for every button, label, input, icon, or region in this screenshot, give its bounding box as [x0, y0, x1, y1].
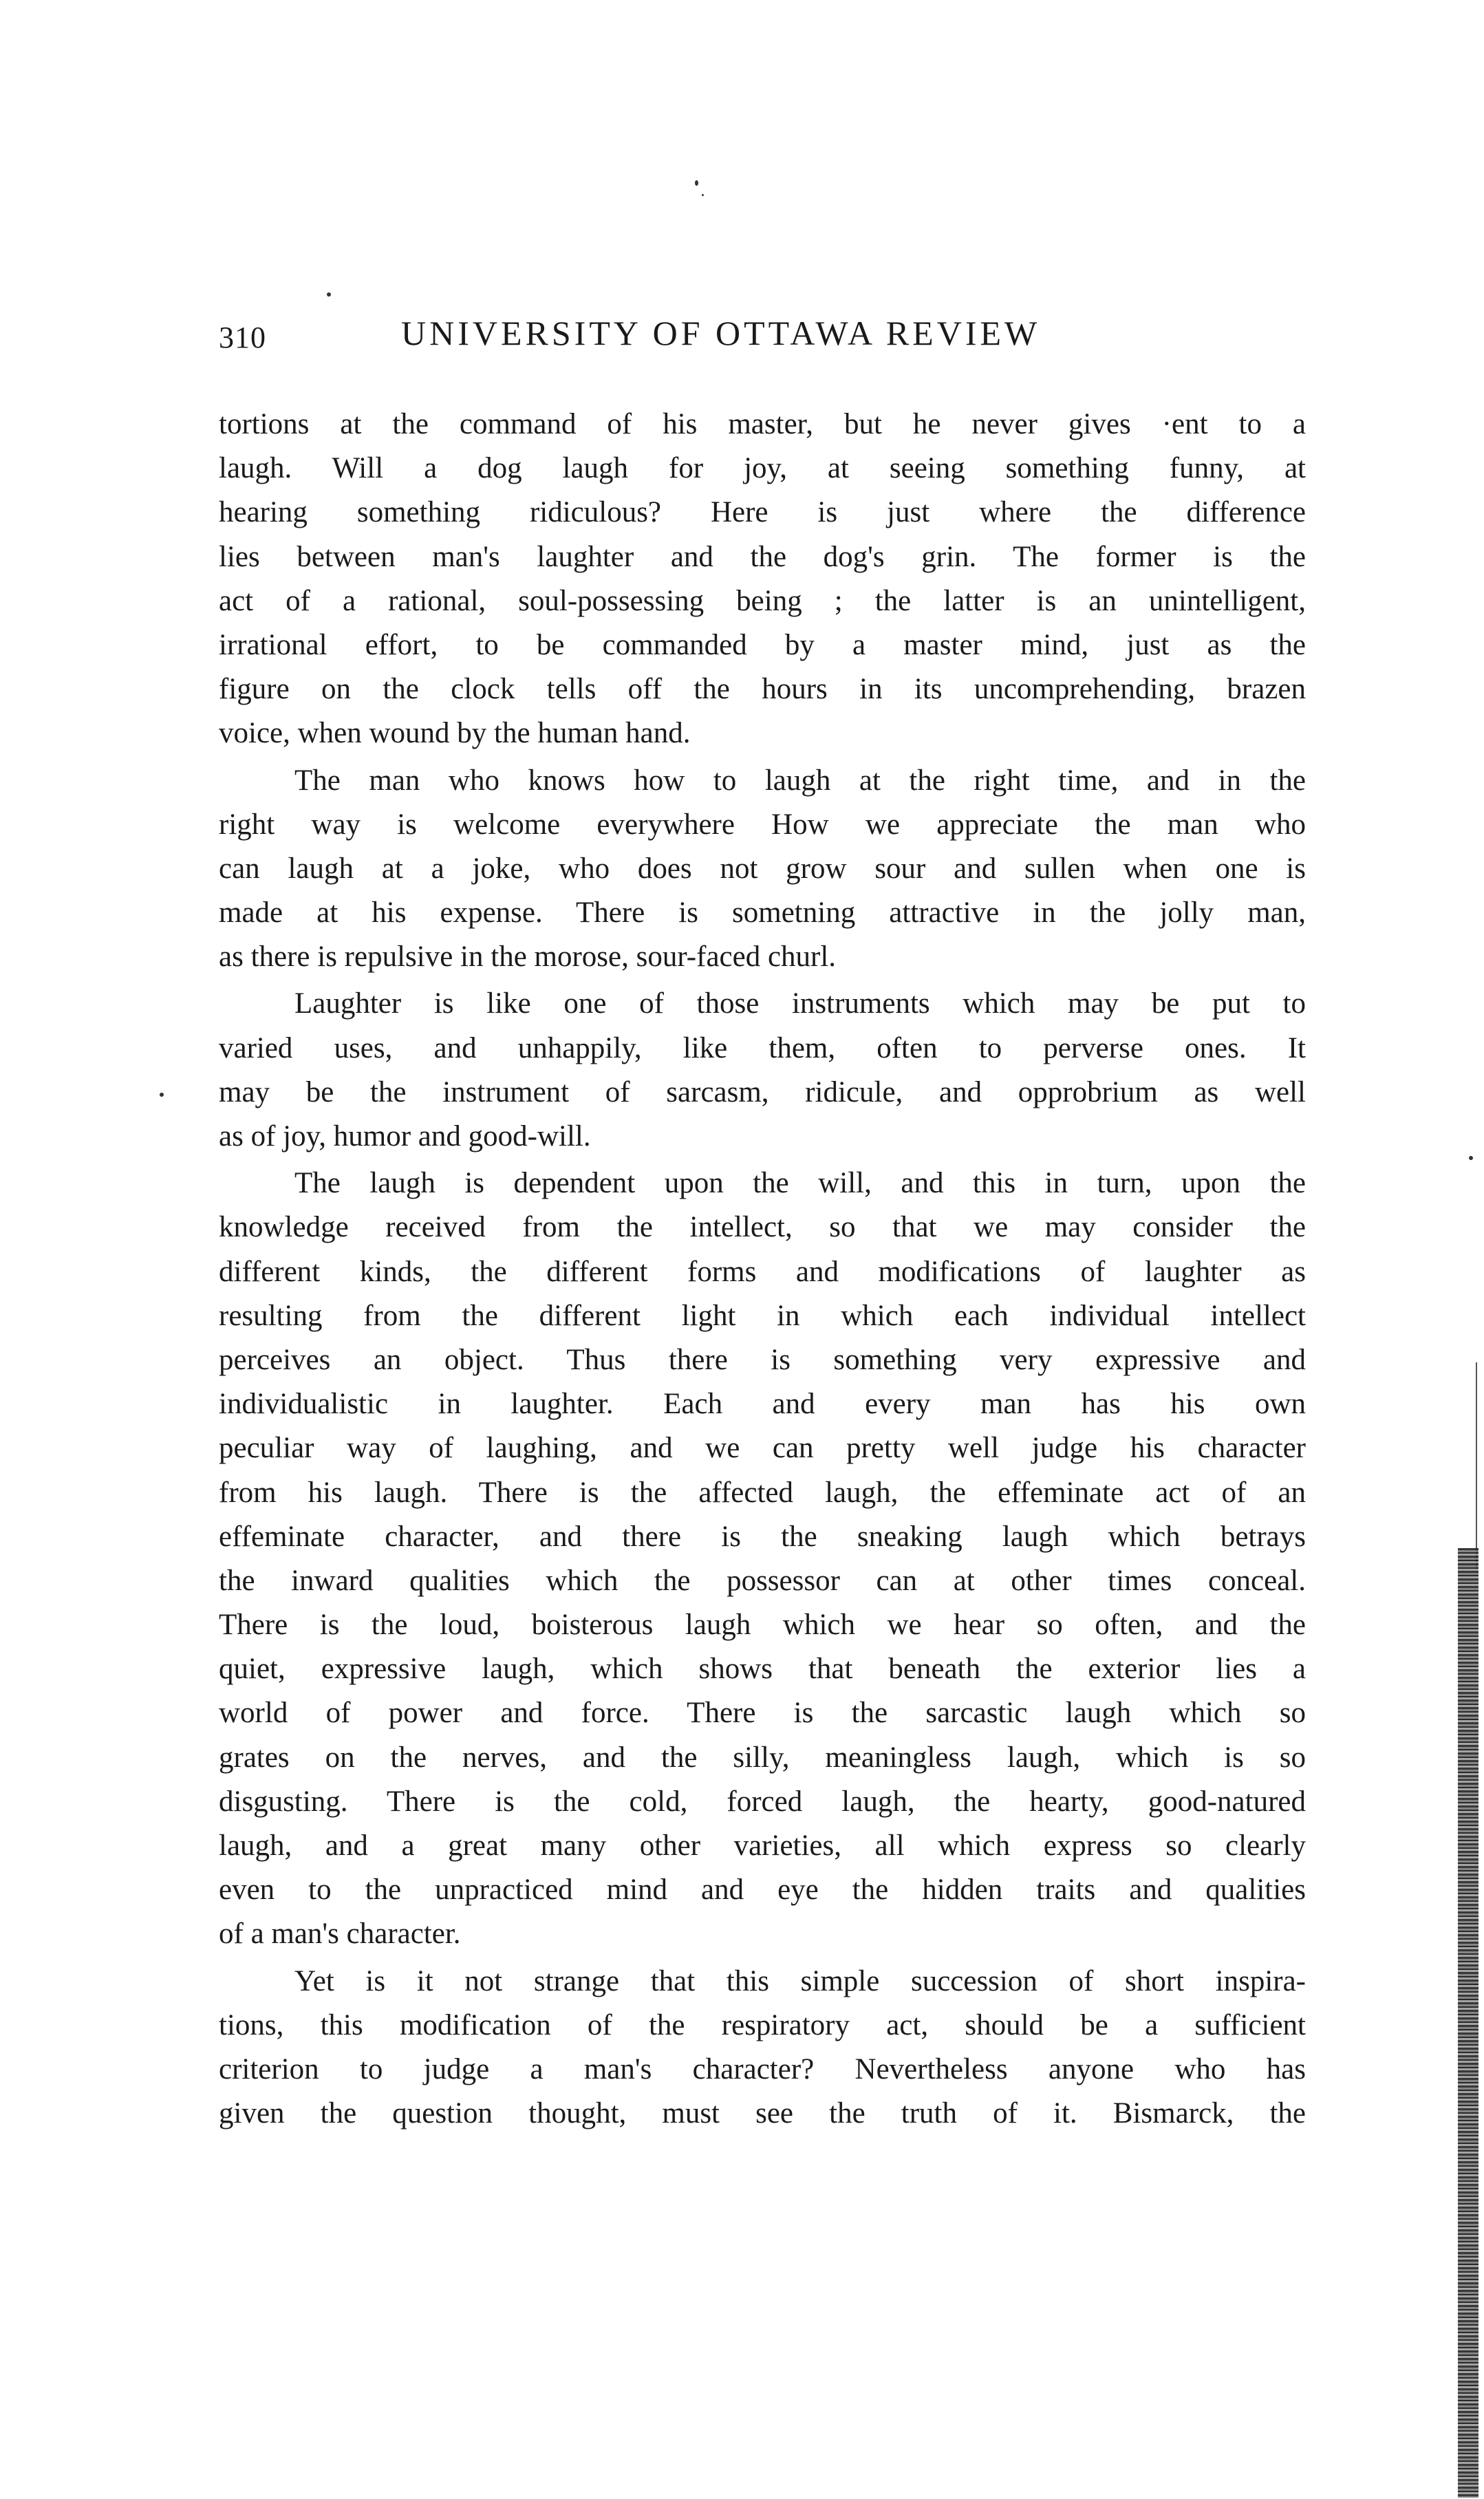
text-line: effeminate character, and there is the sneaking laugh which betrays [219, 1520, 1306, 1553]
text-line: of a man's character. [219, 1918, 461, 1951]
text-line: quiet, expressive laugh, which shows that beneath the exterior lies a [219, 1653, 1306, 1686]
text-line: act of a rational, soul-possessing being ; the latter is an unintelligent, [219, 584, 1306, 617]
text-line: world of power and force. There is the sarcastic laugh which so [219, 1697, 1306, 1730]
text-line: lies between man's laughter and the dog's grin. The former is the [219, 540, 1306, 573]
text-line: tions, this modification of the respiratory act, should be a sufficient [219, 2008, 1306, 2041]
paragraph [219, 759, 1306, 980]
text-line: criterion to judge a man's character? Nevertheless anyone who has [219, 2052, 1306, 2085]
paragraph [219, 403, 1306, 756]
text-line: tortions at the command of his master, but he never gives ·ent to a [219, 408, 1306, 440]
scan-speck [695, 180, 698, 186]
text-line: made at his expense. There is sometning attractive in the jolly man, [219, 897, 1306, 930]
text-line: as of joy, humor and good-will. [219, 1120, 591, 1152]
text-line: varied uses, and unhappily, like them, often to perverse ones. It [219, 1031, 1306, 1064]
text-line: grates on the nerves, and the silly, meaningless laugh, which is so [219, 1741, 1306, 1774]
text-line: Yet is it not strange that this simple succession of short inspira- [294, 1964, 1306, 1997]
text-line: may be the instrument of sarcasm, ridicule, and opprobrium as well [219, 1075, 1306, 1108]
text-line: laugh. Will a dog laugh for joy, at seeing something funny, at [219, 452, 1306, 485]
text-line: given the question thought, must see the truth of it. Bismarck, the [219, 2097, 1306, 2130]
text-line: the inward qualities which the possessor can at other times conceal. [219, 1564, 1306, 1597]
scan-speck [1469, 1156, 1473, 1160]
scan-speck [160, 1093, 164, 1097]
paragraph [219, 1960, 1306, 2136]
text-line: figure on the clock tells off the hours in its uncomprehending, brazen [219, 673, 1306, 706]
binding-edge [1458, 1548, 1478, 2498]
text-line: The laugh is dependent upon the will, and this in turn, upon the [294, 1167, 1306, 1200]
scan-speck [327, 292, 331, 297]
text-line: can laugh at a joke, who does not grow sour and sullen when one is [219, 852, 1306, 885]
text-line: disgusting. There is the cold, forced laugh, the hearty, good-natured [219, 1785, 1306, 1818]
text-line: voice, when wound by the human hand. [219, 717, 691, 750]
paragraph [219, 1161, 1306, 1956]
text-line: laugh, and a great many other varieties, all which express so clearly [219, 1830, 1306, 1862]
text-line: hearing something ridiculous? Here is just where the difference [219, 496, 1306, 529]
text-line: irrational effort, to be commanded by a master mind, just as the [219, 628, 1306, 661]
scan-speck [702, 194, 704, 196]
text-line: even to the unpracticed mind and eye the hidden traits and qualities [219, 1874, 1306, 1907]
text-line: individualistic in laughter. Each and every man has his own [219, 1388, 1306, 1421]
text-line: from his laugh. There is the affected laugh, the effeminate act of an [219, 1476, 1306, 1509]
text-line: The man who knows how to laugh at the right time, and in the [294, 764, 1306, 797]
text-line: knowledge received from the intellect, so that we may consider the [219, 1211, 1306, 1244]
text-line: right way is welcome everywhere How we appreciate the man who [219, 808, 1306, 841]
text-line: Laughter is like one of those instruments which may be put to [294, 987, 1306, 1020]
text-line: perceives an object. Thus there is something very expressive and [219, 1343, 1306, 1376]
journal-title: UNIVERSITY OF OTTAWA REVIEW [401, 314, 1041, 352]
paragraph [219, 982, 1306, 1159]
page-number: 310 [219, 321, 266, 354]
body-text [219, 403, 1306, 2136]
running-head [219, 313, 1306, 368]
text-line: resulting from the different light in which each individual intellect [219, 1299, 1306, 1332]
text-line: There is the loud, boisterous laugh which we hear so often, and the [219, 1609, 1306, 1642]
text-line: different kinds, the different forms and modifications of laughter as [219, 1255, 1306, 1288]
text-line: peculiar way of laughing, and we can pretty well judge his character [219, 1432, 1306, 1465]
text-line: as there is repulsive in the morose, sour-faced churl. [219, 941, 837, 974]
page-edge-line [1476, 1362, 1477, 1569]
